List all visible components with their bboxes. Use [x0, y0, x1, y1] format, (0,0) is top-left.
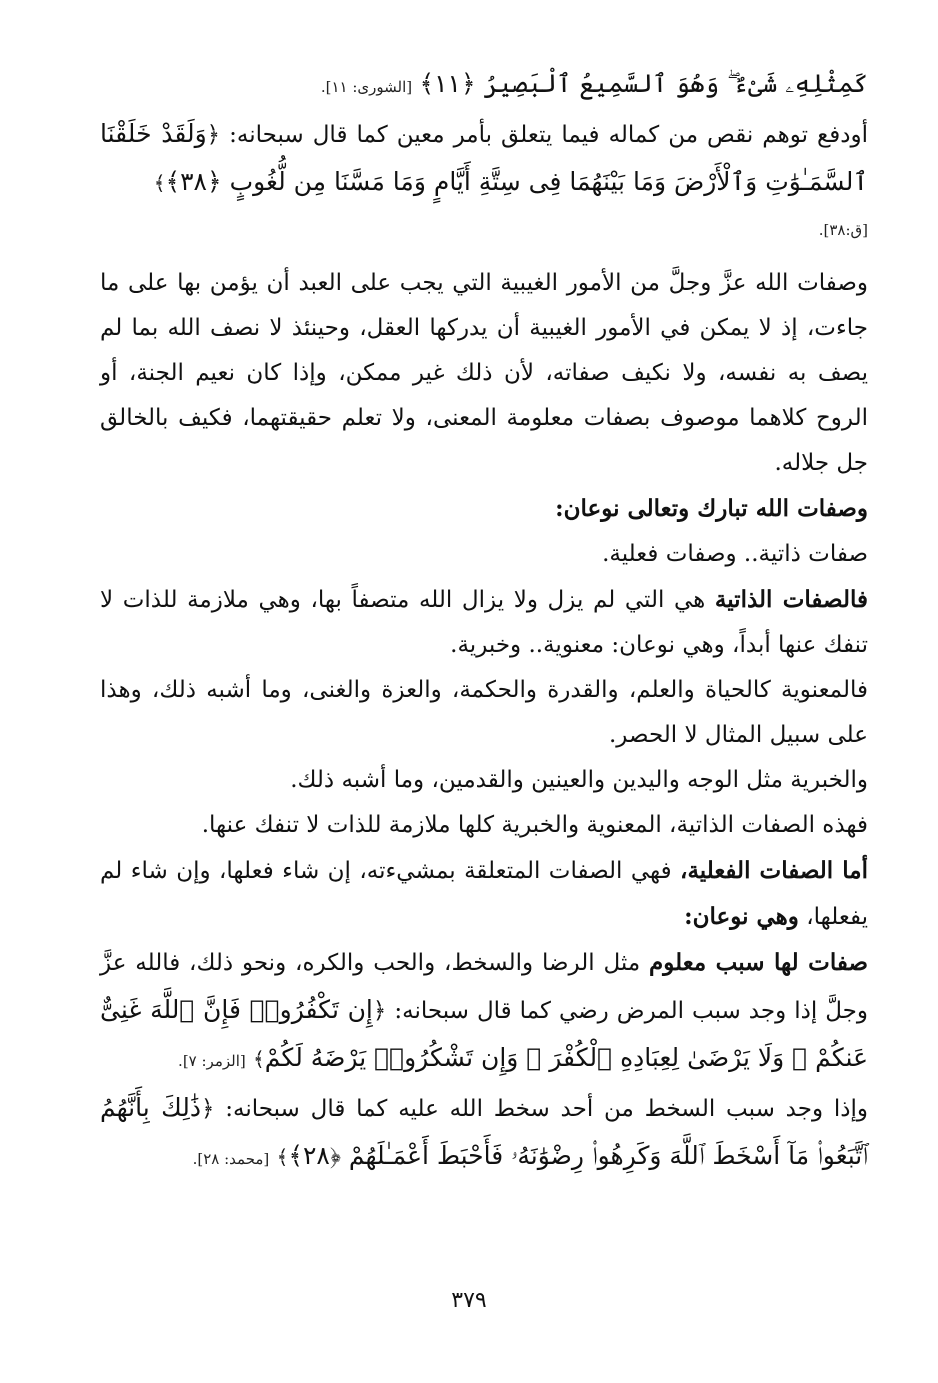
paragraph-known-cause-attributes [100, 940, 868, 1084]
paragraph-text: وصفات الله عزَّ وجلَّ من الأمور الغيبية التي يجب على العبد أن يؤمن بها على ما جاءت، إذ لا يمكن في الأمور الغيبية أن يدركها العقل، وحينئذ لا نصف الله بما لم يصف به نفسه، ولا نكيف صفاته، لأن ذلك غير ممكن، وإذا كان نعيم الجنة، أو الروح كلاهما موصوف بصفات معلومة المعنى، ولا تعلم حقيقتهما، فكيف بالخالق جل جلاله. [100, 270, 868, 476]
paragraph-text: أودفع توهم نقص من كماله فيما يتعلق بأمر معين كما قال سبحانه: ﴿ [206, 122, 868, 148]
paragraph-text: مثل الرضا والسخط، والحب والكره، ونحو ذلك، فالله عزَّ وجلَّ إذا وجد سبب المرض رضي كما قال سبحانه: ﴿ [100, 950, 869, 1024]
page-number: ٣٧٩ [451, 1288, 487, 1313]
verse-reference: [محمد: ٢٨]. [192, 1150, 270, 1168]
verse-reference: [ق:٣٨]. [818, 221, 868, 239]
paragraph-text: فالمعنوية كالحياة والعلم، والقدرة والحكمة، والعزة والغنى، وما أشبه ذلك، وهذا على سبيل المثال لا الحصر. [100, 677, 868, 748]
paragraph-text: والخبرية مثل الوجه واليدين والعينين والقدمين، وما أشبه ذلك. [290, 767, 868, 793]
paragraph-action-attributes [100, 848, 868, 940]
paragraph-displeasure [100, 1084, 868, 1182]
paragraph-essential-attributes [100, 577, 868, 668]
quran-verse: إِن تَكْفُرُوا۟ فَإِنَّ ٱللَّهَ غَنِىٌّ عَنكُمْ ۖ وَلَا يَرْضَىٰ لِعِبَادِهِ ٱلْكُفْرَ ۖ وَإِن تَشْكُرُوا۟ يَرْضَهُ لَكُمْ [100, 995, 868, 1072]
paragraph-text: هي التي لم يزل ولا يزال الله متصفاً بها، وهي ملازمة للذات لا تنفك عنها أبداً، وهي نوعان: معنوية.. وخبرية. [100, 587, 868, 658]
book-page-body [100, 60, 868, 1182]
section-heading: وصفات الله تبارك وتعالى نوعان: [555, 495, 868, 522]
paragraph-reported-attributes [100, 758, 868, 803]
paragraph-essential-summary [100, 803, 868, 848]
term-heading: فالصفات الذاتية [714, 586, 868, 613]
verse-reference: [الشورى: ١١]. [320, 78, 413, 96]
verse-close-bracket: ﴾ [253, 1047, 265, 1071]
verse-close-bracket: ﴾ [276, 1145, 289, 1169]
verse-reference: [الزمر: ٧]. [178, 1052, 246, 1070]
quran-verse: كَمِثْلِهِۦ شَىْءٌ ۖ وَهُوَ ٱلسَّمِيعُ ٱلْبَصِيرُ ﴿١١﴾ [419, 69, 868, 98]
paragraph-text: فهي الصفات المتعلقة بمشيءته، إن شاء فعلها، وإن شاء لم يفعلها، [100, 858, 868, 930]
paragraph-divine-attributes [100, 261, 868, 486]
paragraph-meaning-attributes [100, 668, 868, 758]
paragraph-attribute-kinds [100, 532, 868, 577]
term-heading: وهي نوعان: [684, 903, 799, 930]
paragraph-text: وإذا وجد سبب السخط من أحد سخط الله عليه كما قال سبحانه: ﴿ [200, 1096, 868, 1122]
heading-attribute-types [100, 486, 868, 532]
term-heading: أما الصفات الفعلية، [680, 857, 869, 884]
verse-close-bracket: ﴾ [153, 171, 166, 195]
paragraph-text: صفات ذاتية.. وصفات فعلية. [602, 541, 868, 567]
paragraph-verse-qaf [100, 110, 868, 253]
quran-verse: وَلَقَدْ خَلَقْنَا ٱلسَّمَـٰوَٰتِ وَٱلْأَرْضَ وَمَا بَيْنَهُمَا فِى سِتَّةِ أَيَّامٍ وَمَا مَسَّنَا مِن لُّغُوبٍ ﴿٣٨﴾ [100, 119, 868, 196]
paragraph-verse-shura [100, 60, 868, 110]
paragraph-text: فهذه الصفات الذاتية، المعنوية والخبرية كلها ملازمة للذات لا تنفك عنها. [201, 812, 868, 838]
term-heading: صفات لها سبب معلوم [648, 949, 868, 976]
quran-verse: ذَٰلِكَ بِأَنَّهُمُ ٱتَّبَعُوا۟ مَآ أَسْخَطَ ٱللَّهَ وَكَرِهُوا۟ رِضْوَٰنَهُۥ فَأَحْبَطَ أَعْمَـٰلَهُمْ ﴿٢٨﴾ [100, 1093, 868, 1170]
